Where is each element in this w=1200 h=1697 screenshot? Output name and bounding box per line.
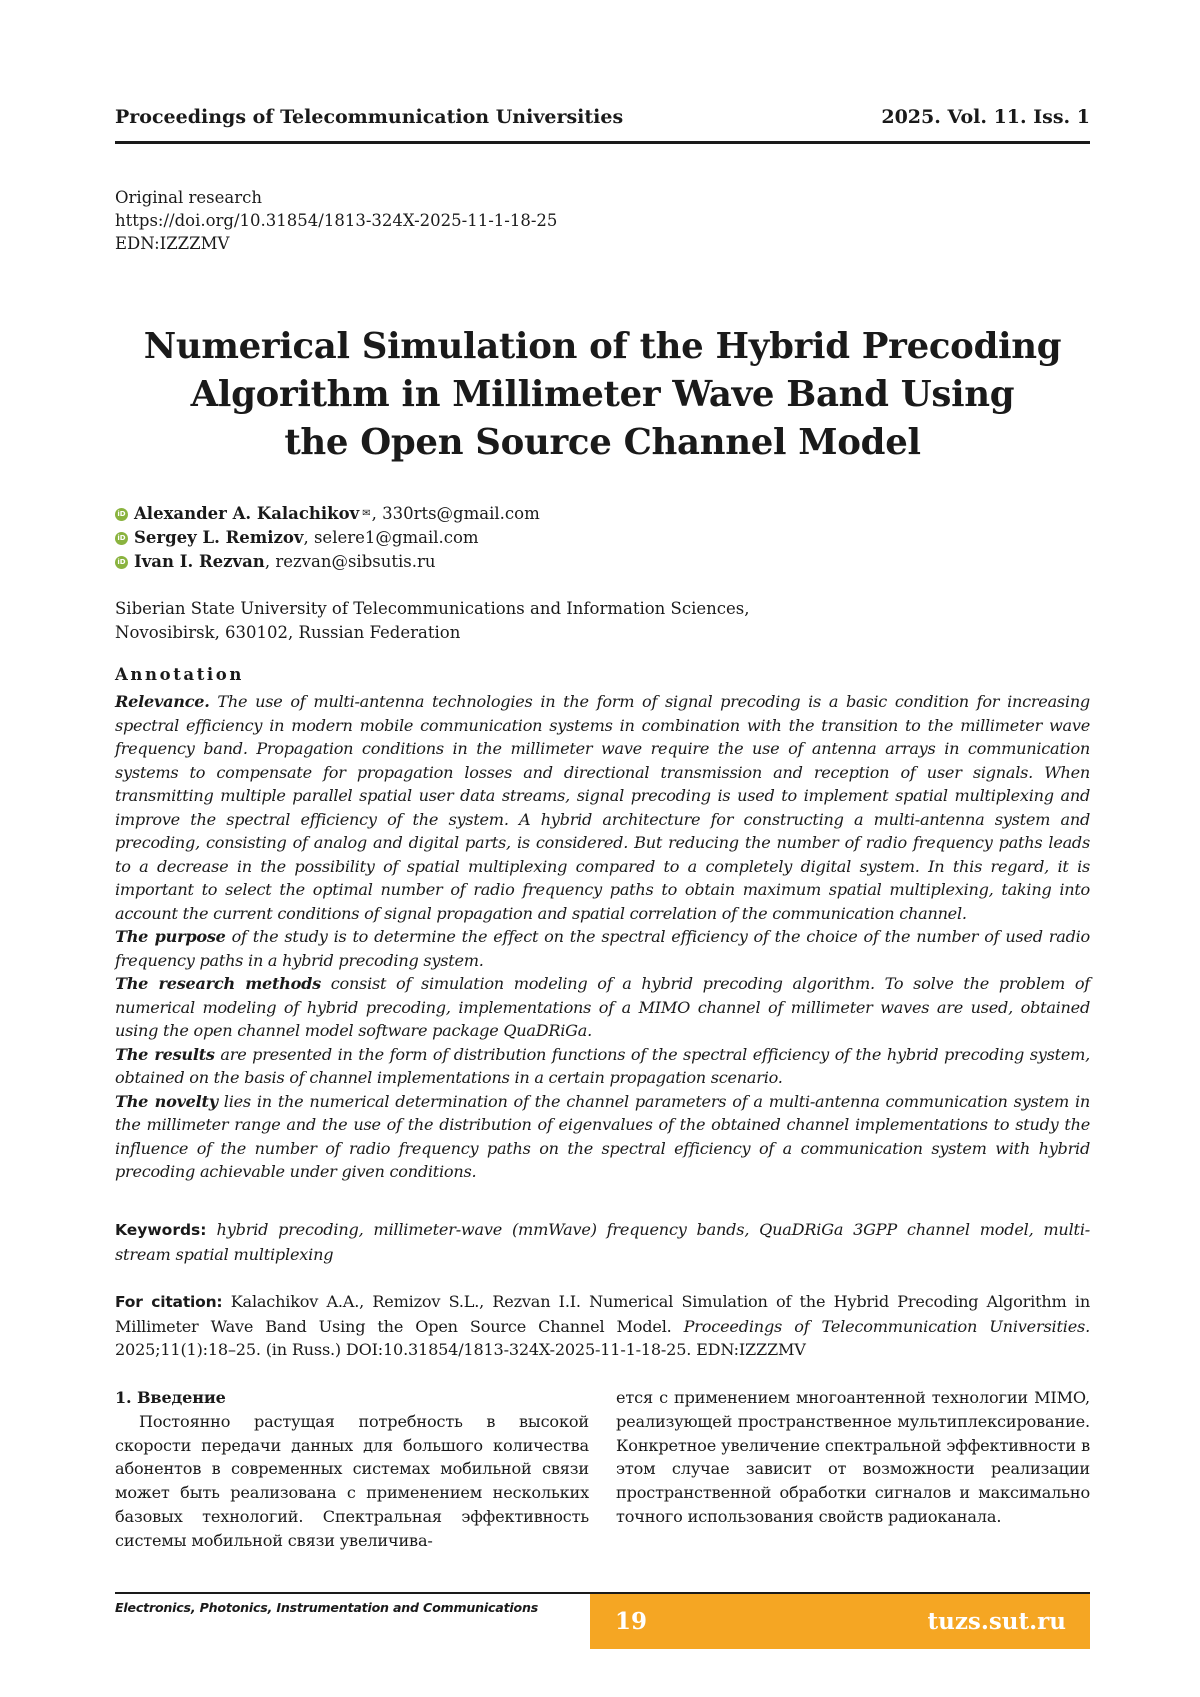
orcid-icon[interactable]: iD (115, 508, 128, 521)
title-line: the Open Source Channel Model (115, 419, 1090, 467)
body-column-right (616, 1386, 1090, 1529)
edn: EDN:IZZZMV (115, 232, 557, 255)
citation (115, 1290, 1090, 1362)
keywords-text: hybrid precoding, millimeter-wave (mmWave) frequency bands, QuaDRiGa 3GPP channel model, multi-stream spatial multiplexing (115, 1220, 1090, 1264)
keywords-label: Keywords: (115, 1221, 207, 1239)
author-entry (115, 526, 540, 550)
abstract-paragraph (115, 972, 1090, 1043)
abstract-paragraph (115, 1043, 1090, 1090)
abstract-paragraph (115, 690, 1090, 925)
issue-info: 2025. Vol. 11. Iss. 1 (881, 106, 1090, 128)
body-paragraph: ется с применением многоантенной технологии MIMO, реализующей пространственное мультиплексирование. Конкретное увеличение спектральной эффективности в этом случае зависит от возможности реализации пространственной обработки сигналов и максимально точного использования свойств радиоканала. (616, 1386, 1090, 1529)
affiliation-line: Siberian State University of Telecommunications and Information Sciences, (115, 597, 749, 621)
citation-label: For citation: (115, 1293, 222, 1311)
abstract-lead: The purpose (115, 927, 226, 946)
abstract-text: consist of simulation modeling of a hybrid precoding algorithm. To solve the problem of numerical modeling of hybrid precoding, implementations of a MIMO channel of millimeter waves are used, obtained using the open channel model software package QuaDRiGa. (115, 974, 1090, 1040)
author-email[interactable]: 330rts@gmail.com (382, 502, 540, 526)
page-number: 19 (615, 1608, 647, 1635)
abstract-text: are presented in the form of distribution functions of the spectral efficiency of the hybrid precoding system, obtained on the basis of channel implementations in a certain propagation scenario. (115, 1045, 1090, 1088)
keywords (115, 1218, 1090, 1266)
author-email[interactable]: selere1@gmail.com (314, 526, 479, 550)
site-link[interactable]: tuzs.sut.ru (927, 1608, 1066, 1635)
author-name: Sergey L. Remizov (134, 526, 303, 550)
body-column-left (115, 1386, 589, 1553)
author-name: Alexander A. Kalachikov (134, 502, 359, 526)
author-email[interactable]: rezvan@sibsutis.ru (275, 550, 435, 574)
article-type: Original research (115, 186, 557, 209)
affiliation (115, 597, 749, 645)
author-separator: , (372, 502, 383, 526)
abstract-lead: The research methods (115, 974, 321, 993)
abstract-text: of the study is to determine the effect on the spectral efficiency of the choice of the number of used radio frequency paths in a hybrid precoding system. (115, 927, 1090, 970)
citation-text: Kalachikov A.A., Remizov S.L., Rezvan I.I. Numerical Simulation of the Hybrid Precoding Algorithm in Millimeter Wave Band Using the Open Source Channel Model. (115, 1292, 1090, 1336)
body-paragraph: Постоянно растущая потребность в высокой скорости передачи данных для большого количества абонентов в современных системах мобильной связи может быть реализована с применением нескольких базовых технологий. Спектральная эффективность системы мобильной связи увеличива- (115, 1410, 589, 1553)
running-header (115, 106, 1090, 144)
page-title (115, 323, 1090, 467)
abstract-text: lies in the numerical determination of the channel parameters of a multi-antenna communication system in the millimeter range and the use of the distribution of eigenvalues of the obtained channel implementations to study the influence of the number of radio frequency paths on the spectral efficiency of a communication system with hybrid precoding achievable under given conditions. (115, 1092, 1090, 1182)
article-meta (115, 186, 557, 255)
affiliation-line: Novosibirsk, 630102, Russian Federation (115, 621, 749, 645)
author-separator: , (303, 526, 314, 550)
journal-name: Proceedings of Telecommunication Universities (115, 106, 623, 128)
citation-text-tail: 2025;11(1):18–25. (in Russ.) DOI:10.31854/1813-324X-2025-11-1-18-25. EDN:IZZZMV (115, 1340, 806, 1359)
orcid-icon[interactable]: iD (115, 532, 128, 545)
abstract-lead: Relevance. (115, 692, 210, 711)
envelope-icon: ✉ (362, 502, 370, 526)
author-separator: , (265, 550, 276, 574)
abstract-paragraph (115, 1090, 1090, 1184)
abstract-text: The use of multi-antenna technologies in the form of signal precoding is a basic condition for increasing spectral efficiency in modern mobile communication systems in combination with the transition to the millimeter wave frequency band. Propagation conditions in the millimeter wave require the use of antenna arrays in communication systems to compensate for propagation losses and directional transmission and reception of user signals. When transmitting multiple parallel spatial user data streams, signal precoding is used to implement spatial multiplexing and improve the spectral efficiency of the system. A hybrid architecture for constructing a multi-antenna system and precoding, consisting of analog and digital parts, is considered. But reducing the number of radio frequency paths leads to a decrease in the possibility of spatial multiplexing compared to a completely digital system. In this regard, it is important to select the optimal number of radio frequency paths to obtain maximum spatial multiplexing, taking into account the current conditions of signal propagation and spatial correlation of the communication channel. (115, 692, 1090, 923)
paper-page (115, 0, 1090, 1697)
abstract (115, 690, 1090, 1184)
abstract-paragraph (115, 925, 1090, 972)
orcid-icon[interactable]: iD (115, 556, 128, 569)
annotation-heading: Annotation (115, 665, 244, 684)
author-name: Ivan I. Rezvan (134, 550, 265, 574)
title-line: Algorithm in Millimeter Wave Band Using (115, 371, 1090, 419)
author-list (115, 502, 540, 574)
title-line: Numerical Simulation of the Hybrid Precoding (115, 323, 1090, 371)
author-entry (115, 502, 540, 526)
section-heading: 1. Введение (115, 1386, 589, 1410)
abstract-lead: The results (115, 1045, 215, 1064)
footer-band (590, 1594, 1090, 1649)
footer-series: Electronics, Photonics, Instrumentation and Communications (115, 1600, 538, 1615)
doi-link[interactable]: https://doi.org/10.31854/1813-324X-2025-11-1-18-25 (115, 209, 557, 232)
citation-journal: Proceedings of Telecommunication Universities. (684, 1317, 1090, 1336)
abstract-lead: The novelty (115, 1092, 218, 1111)
author-entry (115, 550, 540, 574)
